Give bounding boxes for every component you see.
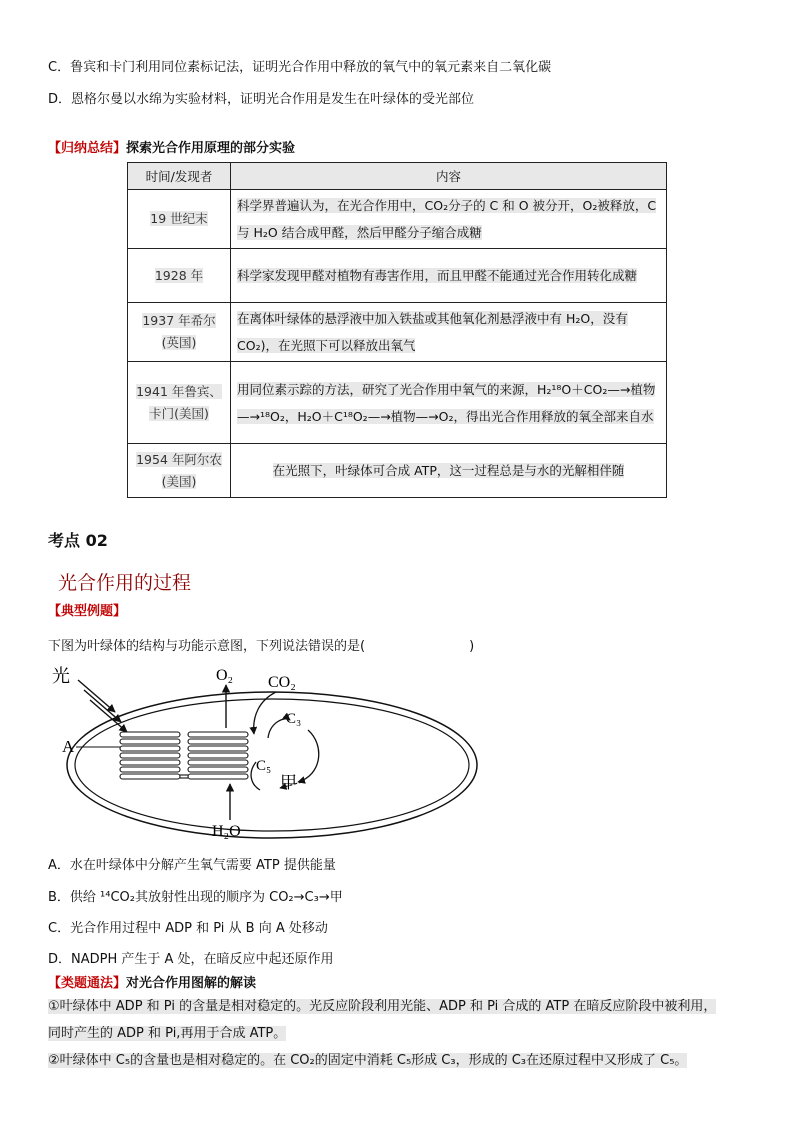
label-c3: C₃ <box>286 711 302 727</box>
table-row <box>128 249 667 303</box>
table-row <box>128 190 667 249</box>
label-co2: CO₂ <box>268 674 296 691</box>
method-paragraph-2: ②叶绿体中 C₅的含量也是相对稳定的。在 CO₂的固定中消耗 C₅形成 C₃，形成的 C₃在还原过程中又形成了 C₅。 <box>48 1053 688 1068</box>
cell-time: 1941 年鲁宾、卡门(美国) <box>128 362 231 444</box>
option-d-top: D．恩格尔曼以水绵为实验材料，证明光合作用是发生在叶绿体的受光部位 <box>48 92 475 107</box>
header-content: 内容 <box>231 163 667 190</box>
method-tag: 【类题通法】 <box>48 976 127 991</box>
cell-content: 在离体叶绿体的悬浮液中加入铁盐或其他氧化剂悬浮液中有 H₂O，没有 CO₂)，在光照下可以释放出氧气 <box>231 303 667 362</box>
example-tag: 【典型例题】 <box>48 604 127 619</box>
label-c5: C₅ <box>256 758 272 774</box>
label-h2o: H₂O <box>212 823 241 840</box>
answer-option-d: D．NADPH 产生于 A 处，在暗反应中起还原作用 <box>48 952 334 967</box>
summary-title: 探索光合作用原理的部分实验 <box>126 141 296 156</box>
cell-content: 在光照下，叶绿体可合成 ATP，这一过程总是与水的光解相伴随 <box>231 444 667 498</box>
cell-content: 科学家发现甲醛对植物有毒害作用，而且甲醛不能通过光合作用转化成糖 <box>231 249 667 303</box>
method-paragraph-1b: 同时产生的 ADP 和 Pi,再用于合成 ATP。 <box>48 1026 287 1041</box>
header-time: 时间/发现者 <box>128 163 231 190</box>
label-a: A <box>62 737 75 756</box>
label-o2: O₂ <box>216 667 234 684</box>
light-label: 光 <box>52 666 70 686</box>
co2-arrow <box>254 692 276 734</box>
table-row <box>128 444 667 498</box>
method-title: 对光合作用图解的解读 <box>126 976 257 991</box>
cell-time: 1937 年希尔(英国) <box>128 303 231 362</box>
summary-tag: 【归纳总结】 <box>48 141 127 156</box>
question-text: 下图为叶绿体的结构与功能示意图，下列说法错误的是( ) <box>48 639 475 654</box>
table-row <box>128 362 667 444</box>
light-arrow <box>78 680 115 712</box>
cell-time: 1954 年阿尔农(美国) <box>128 444 231 498</box>
cell-content: 用同位素示踪的方法，研究了光合作用中氧气的来源，H₂¹⁸O＋CO₂—→植物—→¹⁸O₂，H₂O＋C¹⁸O₂—→植物—→O₂，得出光合作用释放的氧全部来自水 <box>231 362 667 444</box>
table-row <box>128 303 667 362</box>
label-jia: 甲 <box>280 773 297 792</box>
answer-option-a: A．水在叶绿体中分解产生氧气需要 ATP 提供能量 <box>48 858 336 873</box>
answer-option-c: C．光合作用过程中 ADP 和 Pi 从 B 向 A 处移动 <box>48 921 328 936</box>
granum-left <box>120 732 180 779</box>
cycle-arrow-right <box>298 730 319 782</box>
cell-time: 1928 年 <box>128 249 231 303</box>
option-c-top: C．鲁宾和卡门利用同位素标记法，证明光合作用中释放的氧气中的氧元素来自二氧化碳 <box>48 60 552 75</box>
method-heading <box>48 972 256 991</box>
section-title: 光合作用的过程 <box>58 572 192 594</box>
cell-time: 19 世纪末 <box>128 190 231 249</box>
experiment-table <box>127 162 667 498</box>
kaodian-label: 考点 02 <box>48 531 108 550</box>
method-paragraph-1a: ①叶绿体中 ADP 和 Pi 的含量是相对稳定的。光反应阶段利用光能、ADP 和 Pi 合成的 ATP 在暗反应阶段中被利用， <box>48 999 717 1014</box>
summary-heading <box>48 137 295 156</box>
chloroplast-diagram <box>40 660 480 845</box>
cell-content: 科学界普遍认为，在光合作用中，CO₂分子的 C 和 O 被分开，O₂被释放，C 与 H₂O 结合成甲醛，然后甲醛分子缩合成糖 <box>231 190 667 249</box>
answer-option-b: B．供给 ¹⁴CO₂其放射性出现的顺序为 CO₂→C₃→甲 <box>48 890 343 905</box>
granum-right <box>188 732 248 779</box>
table-header-row <box>128 163 667 190</box>
